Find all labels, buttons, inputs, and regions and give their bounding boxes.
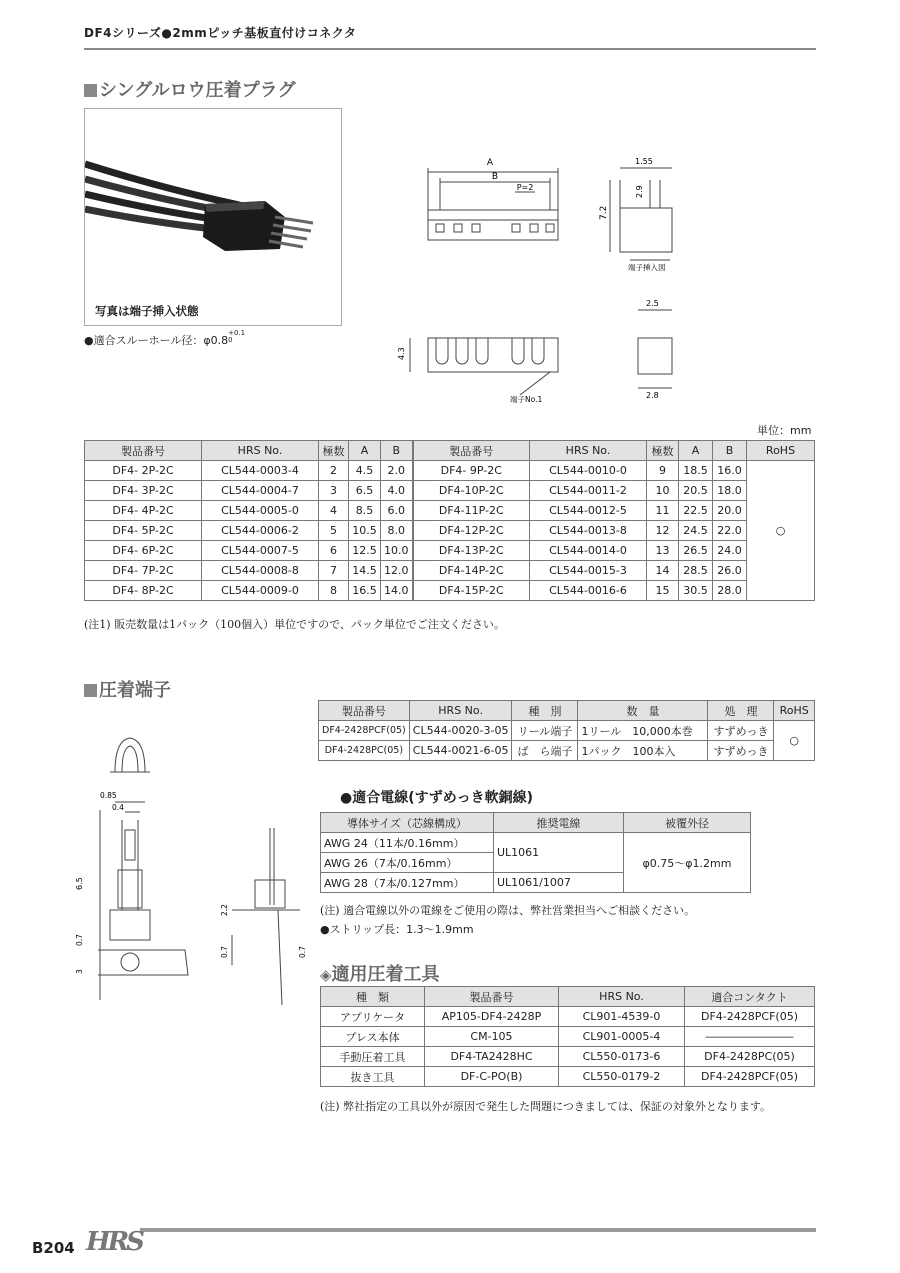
- table-row: [319, 721, 815, 741]
- dim-6-5: 6.5: [75, 877, 84, 890]
- cell: UL1061/1007: [494, 873, 624, 893]
- cell: 8.5: [349, 501, 381, 521]
- cell: アプリケータ: [321, 1007, 425, 1027]
- cell: DF4-2428PCF(05): [685, 1067, 815, 1087]
- col-header: A: [349, 441, 381, 461]
- cell: AWG 28（7本/0.127mm）: [321, 873, 494, 893]
- cell: 3: [319, 481, 349, 501]
- col-header: HRS No.: [559, 987, 685, 1007]
- cell: CL544-0016-6: [530, 581, 647, 601]
- cell: 24.0: [713, 541, 747, 561]
- table-row: [319, 741, 815, 761]
- cell: CL550-0173-6: [559, 1047, 685, 1067]
- cell: DF4-15P-2C: [413, 581, 530, 601]
- cell: CL544-0011-2: [530, 481, 647, 501]
- tools-note: (注) 弊社指定の工具以外が原因で発生した問題につきましては、保証の対象外となります。: [320, 1100, 771, 1113]
- cell: 24.5: [679, 521, 713, 541]
- strip-length: ●ストリップ長：1.3～1.9mm: [320, 923, 474, 936]
- square-bullet-icon: [84, 84, 97, 97]
- cell: 26.0: [713, 561, 747, 581]
- dim-2-9: 2.9: [635, 185, 644, 198]
- cell: 12.0: [381, 561, 413, 581]
- cell: 22.5: [679, 501, 713, 521]
- cell: 13: [647, 541, 679, 561]
- cell: DF4-11P-2C: [413, 501, 530, 521]
- cell: 20.5: [679, 481, 713, 501]
- cell: ――――――――: [685, 1027, 815, 1047]
- cell: 2.0: [381, 461, 413, 481]
- wire-table: [320, 812, 751, 893]
- terminal-table: [318, 700, 815, 761]
- dim-0-85: 0.85: [100, 791, 117, 800]
- square-bullet-icon: [84, 684, 97, 697]
- dim-0-7-a: 0.7: [75, 934, 84, 946]
- cell: CL550-0179-2: [559, 1067, 685, 1087]
- col-header: 数 量: [578, 701, 708, 721]
- header-rule: [84, 48, 816, 50]
- dim-4-3: 4.3: [397, 347, 406, 360]
- tools-table: [320, 986, 815, 1087]
- cell: 14: [647, 561, 679, 581]
- cell: ば ら端子: [512, 741, 578, 761]
- cell: 20.0: [713, 501, 747, 521]
- col-header: 処 理: [708, 701, 774, 721]
- table-row: [321, 1047, 815, 1067]
- cell: リール端子: [512, 721, 578, 741]
- cell: 10.0: [381, 541, 413, 561]
- cell: 4: [319, 501, 349, 521]
- section-title-tools-text: 適用圧着工具: [331, 964, 440, 985]
- cell: CL544-0004-7: [202, 481, 319, 501]
- cell: CL544-0005-0: [202, 501, 319, 521]
- dim-0-7-c: 0.7: [298, 946, 307, 958]
- cell: 26.5: [679, 541, 713, 561]
- cell: 12.5: [349, 541, 381, 561]
- hrs-logo: HRS: [86, 1227, 142, 1257]
- cell: 5: [319, 521, 349, 541]
- terminal-dimension-drawing: [70, 730, 310, 1020]
- table-row: [85, 461, 815, 481]
- col-header: 製品番号: [425, 987, 559, 1007]
- dim-b: B: [491, 172, 499, 182]
- cell: CL544-0010-0: [530, 461, 647, 481]
- col-header: 適合コンタクト: [685, 987, 815, 1007]
- col-header: B: [713, 441, 747, 461]
- table-row: [85, 581, 815, 601]
- cell: 14.0: [381, 581, 413, 601]
- wire-note: (注) 適合電線以外の電線をご使用の際は、弊社営業担当へご相談ください。: [320, 904, 696, 917]
- rohs-cell: ○: [774, 721, 815, 761]
- table-row: [85, 561, 815, 581]
- tolerance-upper: +0.1: [228, 329, 246, 337]
- cell: CM-105: [425, 1027, 559, 1047]
- section-title-tools: [320, 960, 440, 986]
- col-header: 極数: [319, 441, 349, 461]
- table-row: [321, 1027, 815, 1047]
- cell: DF4- 2P-2C: [85, 461, 202, 481]
- col-header: RoHS: [747, 441, 815, 461]
- cell: 1パック 100本入: [578, 741, 708, 761]
- through-hole-text: ●適合スルーホール径：φ0.8: [84, 334, 229, 347]
- plug-table: [84, 440, 815, 601]
- cell: 6.5: [349, 481, 381, 501]
- col-header: 種 別: [512, 701, 578, 721]
- dim-2-8: 2.8: [646, 391, 659, 400]
- cell: プレス本体: [321, 1027, 425, 1047]
- cell: DF4-2428PC(05): [319, 741, 410, 761]
- cell: 30.5: [679, 581, 713, 601]
- cell: UL1061: [494, 833, 624, 873]
- cell: CL544-0015-3: [530, 561, 647, 581]
- cell: 抜き工具: [321, 1067, 425, 1087]
- cell: 10: [647, 481, 679, 501]
- dim-2-2: 2.2: [220, 904, 229, 916]
- cell: CL901-4539-0: [559, 1007, 685, 1027]
- table-row: [321, 833, 751, 853]
- cell: 4.5: [349, 461, 381, 481]
- col-header: 推奨電線: [494, 813, 624, 833]
- cell: DF4- 7P-2C: [85, 561, 202, 581]
- cell: DF4-2428PCF(05): [685, 1007, 815, 1027]
- cell: 9: [647, 461, 679, 481]
- tolerance-lower: 0: [228, 336, 233, 344]
- table-row: [85, 481, 815, 501]
- cell: 16.5: [349, 581, 381, 601]
- cell: CL544-0009-0: [202, 581, 319, 601]
- cell: CL544-0008-8: [202, 561, 319, 581]
- cell: 15: [647, 581, 679, 601]
- dim-7-2: 7.2: [599, 205, 609, 220]
- cell: AWG 24（11本/0.16mm）: [321, 833, 494, 853]
- cell: DF4-2428PCF(05): [319, 721, 410, 741]
- product-photo: [84, 108, 342, 326]
- cell: φ0.75～φ1.2mm: [624, 833, 751, 893]
- cell: 22.0: [713, 521, 747, 541]
- cell: 8.0: [381, 521, 413, 541]
- table-row: [85, 521, 815, 541]
- cell: CL544-0020-3-05: [409, 721, 512, 741]
- section-title-terminal: [84, 676, 171, 702]
- cell: 10.5: [349, 521, 381, 541]
- cell: AP105-DF4-2428P: [425, 1007, 559, 1027]
- cell: 6: [319, 541, 349, 561]
- cell: DF4- 9P-2C: [413, 461, 530, 481]
- cell: DF4- 8P-2C: [85, 581, 202, 601]
- terminal-table-header: [319, 701, 815, 721]
- cell: CL544-0014-0: [530, 541, 647, 561]
- dim-pitch: P=2: [516, 183, 534, 192]
- col-header: 被覆外径: [624, 813, 751, 833]
- cell: CL544-0006-2: [202, 521, 319, 541]
- col-header: 極数: [647, 441, 679, 461]
- cell: 28.0: [713, 581, 747, 601]
- cell: すずめっき: [708, 721, 774, 741]
- cell: 4.0: [381, 481, 413, 501]
- col-header: 製品番号: [319, 701, 410, 721]
- table-row: [321, 1007, 815, 1027]
- cell: 18.0: [713, 481, 747, 501]
- cell: DF4-13P-2C: [413, 541, 530, 561]
- wire-table-header: [321, 813, 751, 833]
- cell: 14.5: [349, 561, 381, 581]
- cell: DF4-10P-2C: [413, 481, 530, 501]
- cell: DF4- 5P-2C: [85, 521, 202, 541]
- cell: DF4- 6P-2C: [85, 541, 202, 561]
- pin1-label: 端子No.1: [510, 395, 543, 404]
- dim-3: 3: [75, 969, 84, 974]
- connector-photo-illustration: [85, 109, 342, 326]
- dim-0-4: 0.4: [112, 803, 124, 812]
- cell: CL544-0021-6-05: [409, 741, 512, 761]
- cell: DF4-12P-2C: [413, 521, 530, 541]
- cell: AWG 26（7本/0.16mm）: [321, 853, 494, 873]
- table-row: [85, 541, 815, 561]
- col-header: 導体サイズ（芯線構成）: [321, 813, 494, 833]
- cell: DF4-14P-2C: [413, 561, 530, 581]
- table-row: [321, 1067, 815, 1087]
- cell: DF-C-PO(B): [425, 1067, 559, 1087]
- cell: CL544-0007-5: [202, 541, 319, 561]
- plug-dimension-drawing: [380, 150, 710, 410]
- dim-2-5: 2.5: [646, 299, 659, 308]
- cell: 18.5: [679, 461, 713, 481]
- cell: DF4- 4P-2C: [85, 501, 202, 521]
- section-title-terminal-text: 圧着端子: [99, 680, 171, 701]
- plug-table-header: [85, 441, 815, 461]
- cell: DF4-TA2428HC: [425, 1047, 559, 1067]
- dim-1-55: 1.55: [635, 157, 653, 166]
- cell: DF4-2428PC(05): [685, 1047, 815, 1067]
- cell: DF4- 3P-2C: [85, 481, 202, 501]
- cell: 1リール 10,000本巻: [578, 721, 708, 741]
- footer-rule: [140, 1228, 816, 1232]
- dim-a: A: [486, 158, 494, 168]
- cell: CL544-0003-4: [202, 461, 319, 481]
- col-header: A: [679, 441, 713, 461]
- section-title-plug: [84, 76, 296, 102]
- tools-table-header: [321, 987, 815, 1007]
- insert-label: 端子挿入図: [628, 263, 666, 272]
- cell: 7: [319, 561, 349, 581]
- cell: 16.0: [713, 461, 747, 481]
- rohs-cell: ○: [747, 461, 815, 601]
- cell: 6.0: [381, 501, 413, 521]
- dim-0-7-b: 0.7: [220, 946, 229, 958]
- col-header: 製品番号: [413, 441, 530, 461]
- page-number: B204: [32, 1239, 75, 1257]
- series-header: DF4シリーズ●2mmピッチ基板直付けコネクタ: [84, 26, 357, 40]
- cell: すずめっき: [708, 741, 774, 761]
- cell: 2: [319, 461, 349, 481]
- cell: CL544-0013-8: [530, 521, 647, 541]
- diamond-bullet-icon: ◈: [320, 966, 332, 984]
- cell: 28.5: [679, 561, 713, 581]
- col-header: HRS No.: [409, 701, 512, 721]
- cell: CL544-0012-5: [530, 501, 647, 521]
- col-header: HRS No.: [530, 441, 647, 461]
- col-header: 種 類: [321, 987, 425, 1007]
- col-header: B: [381, 441, 413, 461]
- cell: 11: [647, 501, 679, 521]
- col-header: 製品番号: [85, 441, 202, 461]
- cell: CL901-0005-4: [559, 1027, 685, 1047]
- plug-note: (注1) 販売数量は1パック（100個入）単位ですので、パック単位でご注文ください。: [84, 618, 505, 631]
- through-hole-spec: [84, 330, 245, 348]
- col-header: RoHS: [774, 701, 815, 721]
- photo-caption: 写真は端子挿入状態: [95, 304, 199, 318]
- col-header: HRS No.: [202, 441, 319, 461]
- section-title-plug-text: シングルロウ圧着プラグ: [99, 80, 296, 101]
- cell: 12: [647, 521, 679, 541]
- wire-title: ●適合電線(すずめっき軟銅線): [340, 790, 534, 806]
- unit-label: 単位：mm: [757, 424, 812, 437]
- cell: 8: [319, 581, 349, 601]
- table-row: [85, 501, 815, 521]
- cell: 手動圧着工具: [321, 1047, 425, 1067]
